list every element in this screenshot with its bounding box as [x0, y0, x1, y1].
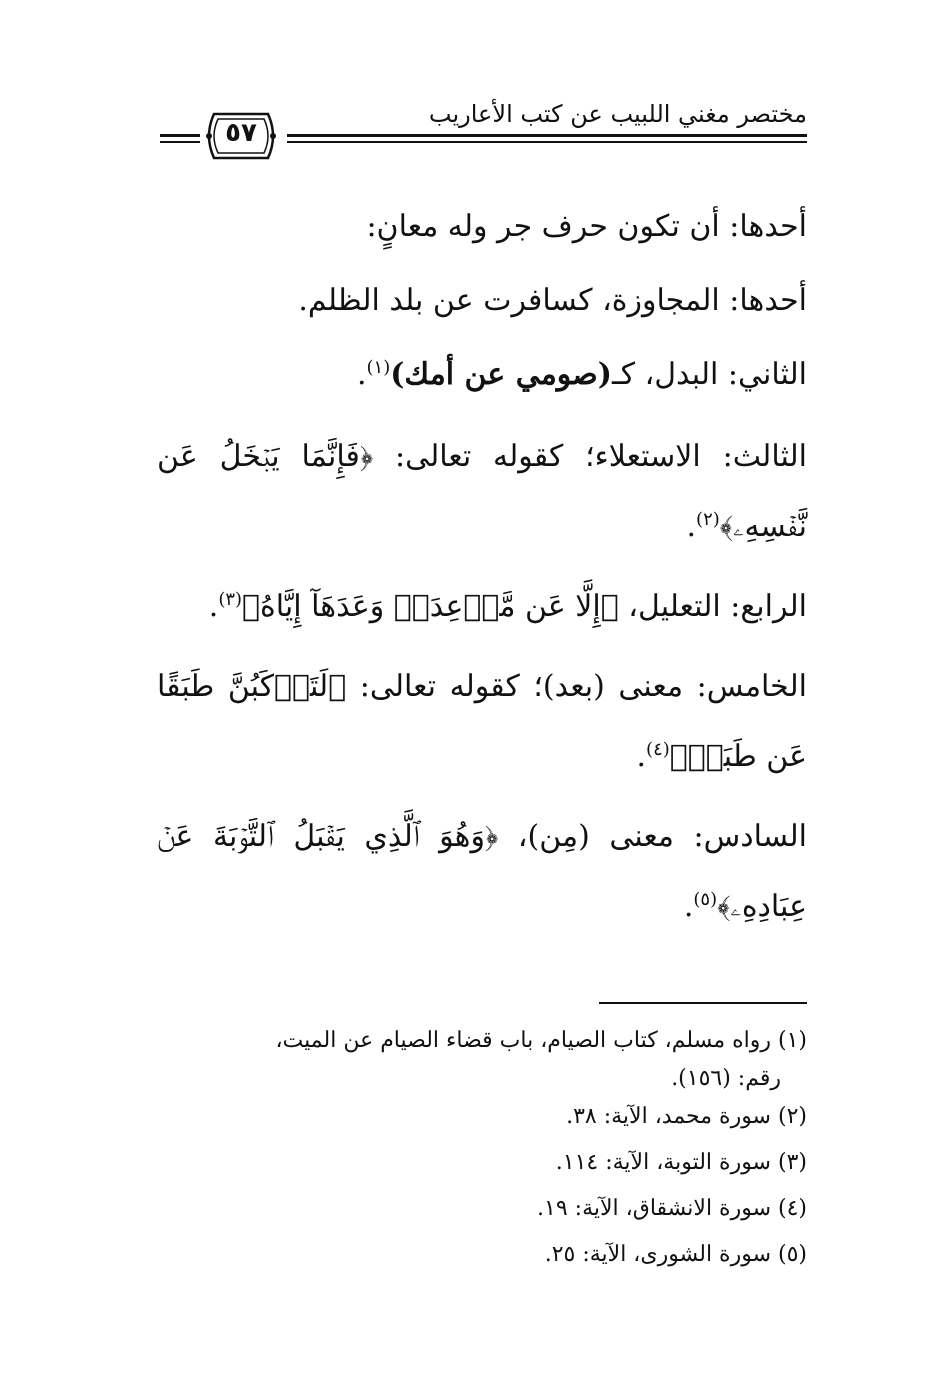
paragraph-5 — [157, 572, 807, 642]
quran-verse-2: ﴿إِلَّا عَن مَّوۡعِدَةٖ وَعَدَهَآ إِيَّاهُ﴾ — [242, 589, 619, 624]
main-text — [157, 190, 807, 942]
footnote-ref-4: (٤) — [646, 739, 670, 760]
footnote-ref-1: (١) — [366, 357, 391, 378]
page-number: ٥٧ — [225, 118, 257, 148]
footnote-4: (٤) سورة الانشقاق، الآية: ١٩. — [537, 1196, 807, 1221]
paragraph-3-text: الثاني: البدل، كـ — [611, 357, 807, 392]
paragraph-3-end: . — [356, 357, 367, 392]
footnotes — [127, 1018, 807, 1278]
page-number-badge — [200, 108, 282, 164]
paragraph-7-end: . — [683, 889, 694, 924]
paragraph-4-text: الثالث: الاستعلاء؛ كقوله تعالى: — [373, 439, 807, 474]
header-rule-left-bottom — [160, 141, 200, 143]
hadith-quote: (صومي عن أمك) — [390, 357, 612, 392]
header-rule-left-top — [160, 134, 200, 137]
paragraph-2: أحدها: المجاوزة، كسافرت عن بلد الظلم. — [298, 283, 807, 318]
footnote-2: (٢) سورة محمد، الآية: ٣٨. — [566, 1104, 807, 1129]
footnote-ref-2: (٢) — [696, 509, 720, 530]
header-rule-bottom — [287, 141, 807, 143]
paragraph-6-text: الخامس: معنى (بعد)؛ كقوله تعالى: — [346, 669, 807, 704]
footnote-5: (٥) سورة الشورى، الآية: ٢٥. — [544, 1242, 807, 1267]
header-rule-top — [287, 134, 807, 137]
footnote-ref-5: (٥) — [693, 889, 718, 910]
footnote-separator — [599, 1002, 807, 1004]
running-header-title: مختصر مغني اللبيب عن كتب الأعاريب — [428, 100, 807, 128]
quran-verse-4: ﴿وَهُوَ ٱلَّذِي يَقۡبَلُ ٱلتَّوۡبَةَ عَنۡ عِبَادِهِۦ﴾ — [157, 819, 807, 924]
paragraph-7-text: السادس: معنى (مِن)، — [498, 819, 807, 854]
paragraph-4 — [157, 422, 807, 562]
footnote-3: (٣) سورة التوبة، الآية: ١١٤. — [555, 1150, 807, 1175]
paragraph-7 — [157, 802, 807, 942]
footnote-1 — [127, 1018, 807, 1094]
paragraph-5-text: الرابع: التعليل، — [618, 589, 807, 624]
paragraph-6 — [157, 652, 807, 792]
quran-verse-3: ﴿لَتَرۡكَبُنَّ طَبَقًا عَن طَبَقٖ﴾ — [157, 669, 807, 774]
paragraph-4-end: . — [686, 509, 697, 544]
paragraph-3 — [157, 338, 807, 412]
footnote-1-line2: رقم: (١٥٦). — [671, 1066, 781, 1091]
footnote-ref-3: (٣) — [218, 589, 243, 610]
paragraph-5-end: . — [208, 589, 219, 624]
paragraph-1: أحدها: أن تكون حرف جر وله معانٍ: — [366, 209, 807, 244]
footnote-1-line1: (١) رواه مسلم، كتاب الصيام، باب قضاء الصيام عن الميت، — [275, 1028, 807, 1053]
paragraph-6-end: . — [636, 739, 647, 774]
quran-verse-1: ﴿فَإِنَّمَا يَبۡخَلُ عَن نَّفۡسِهِۦ﴾ — [157, 439, 807, 544]
